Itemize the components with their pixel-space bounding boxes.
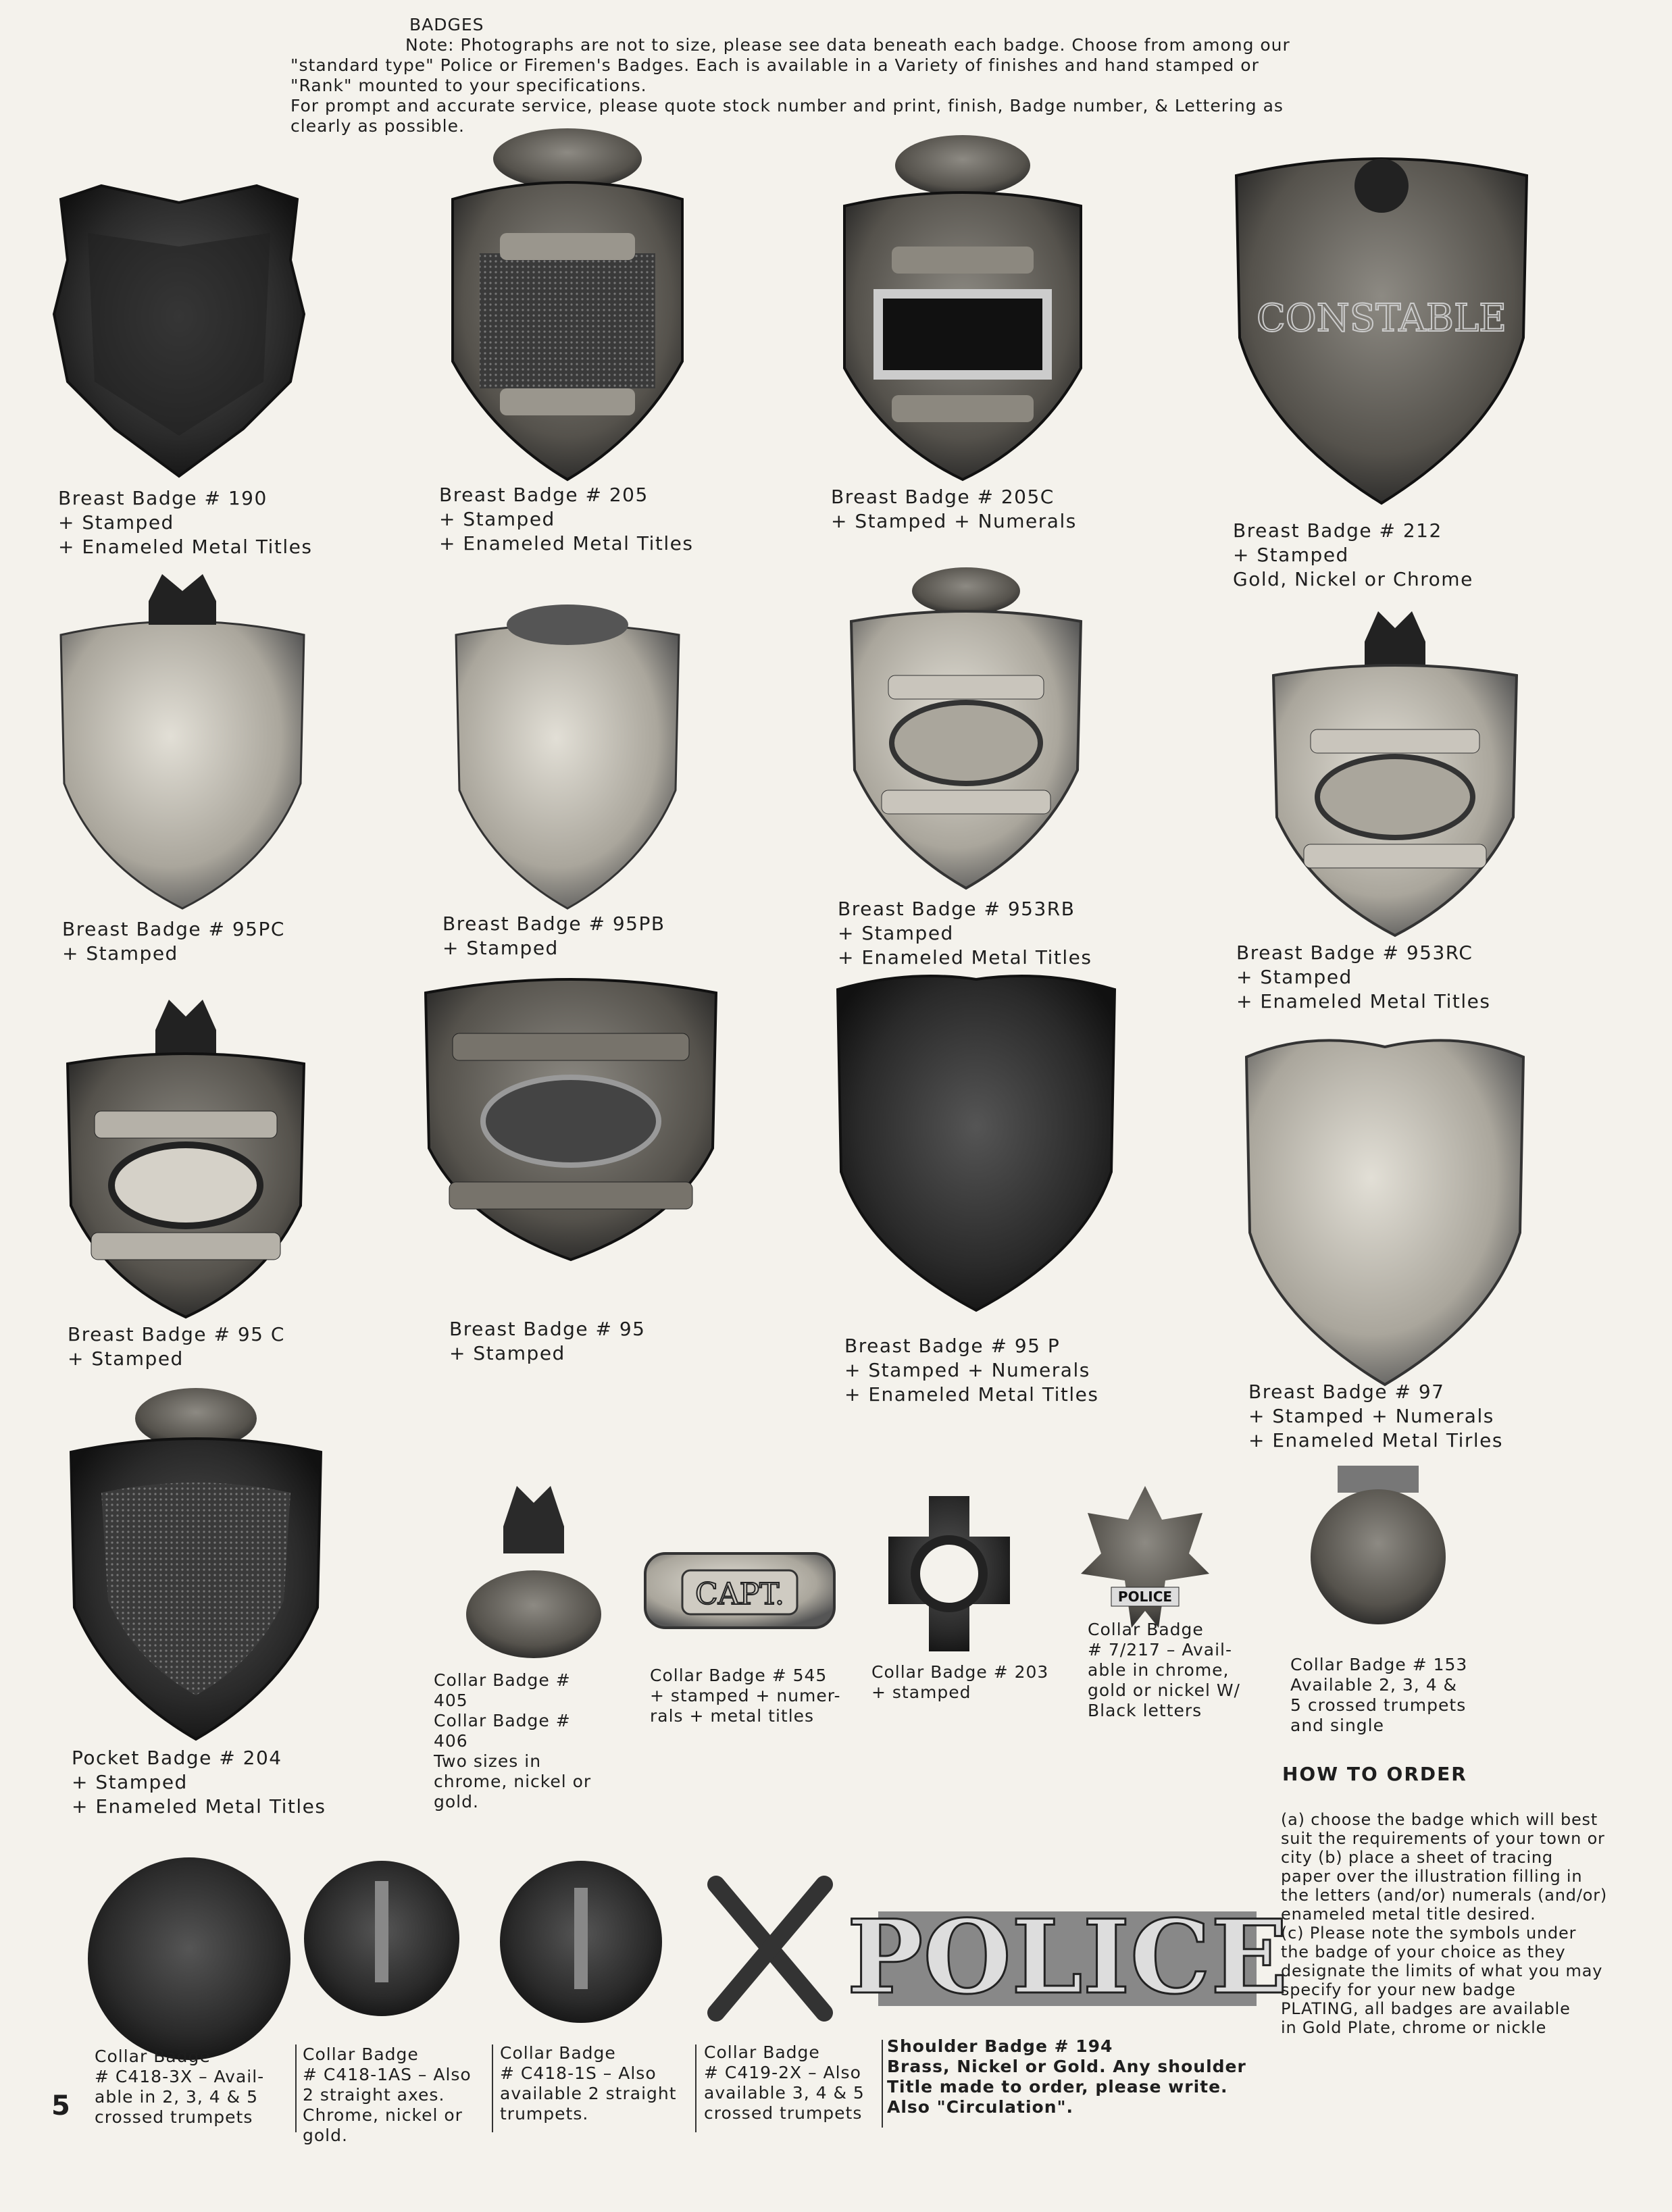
collar-badge-c418-1s-photo xyxy=(493,1854,669,2030)
badge-205c-photo xyxy=(831,125,1094,483)
capt-plate-text: CAPT. xyxy=(695,1577,784,1612)
collar-badge-c418-1as-photo xyxy=(297,1854,466,2023)
badge-95-photo xyxy=(419,966,723,1263)
header-note-line: For prompt and accurate service, please quote stock number and print, finish, Badge number, & Lettering as xyxy=(290,96,1284,115)
collar-badge-caption: Collar Badge # 405 Collar Badge # 406 Two sizes in chrome, nickel or gold. xyxy=(434,1670,592,1811)
badge-953rb-photo xyxy=(841,561,1091,892)
badge-caption: Breast Badge # 212 + Stamped Gold, Nickel or Chrome xyxy=(1233,519,1473,590)
collar-badge-caption: Collar Badge # 545 + stamped + numer- rals + metal titles xyxy=(650,1666,841,1726)
badge-190-photo xyxy=(47,179,311,480)
collar-badge-caption: Collar Badge # C418-1S – Also available 2 straight trumpets. xyxy=(500,2043,677,2124)
badge-97-photo xyxy=(1236,1023,1534,1388)
collar-badge-c418-3x-photo xyxy=(81,1851,297,2067)
collar-badge-caption: Collar Badge # C418-1AS – Also 2 straight axes. Chrome, nickel or gold. xyxy=(303,2044,472,2145)
header-note-line: "Rank" mounted to your specifications. xyxy=(290,76,647,95)
badge-caption: Breast Badge # 97 + Stamped + Numerals + Enameled Metal Tirles xyxy=(1248,1381,1503,1451)
badge-caption: Breast Badge # 95 P + Stamped + Numerals + Enameled Metal Titles xyxy=(844,1335,1099,1406)
caption-divider xyxy=(492,2044,493,2132)
collar-badge-7-217-photo xyxy=(1078,1479,1213,1635)
shoulder-badge-194-photo xyxy=(846,1871,1288,2020)
badge-caption: Breast Badge # 953RC + Stamped + Enameled Metal Titles xyxy=(1236,942,1491,1012)
collar-badge-c419-2x-photo xyxy=(696,1871,844,2026)
shoulder-plate-text: POLICE xyxy=(846,1898,1288,2017)
badge-95c-photo xyxy=(61,989,311,1320)
badge-953rc-photo xyxy=(1263,601,1527,939)
collar-badge-545-photo xyxy=(642,1533,838,1641)
header-note-line: "standard type" Police or Firemen's Badges. Each is available in a Variety of finishes and hand stamped or xyxy=(290,55,1259,75)
collar-badge-caption: Collar Badge # C418-3X – Avail- able in 2, 3, 4 & 5 crossed trumpets xyxy=(95,2047,265,2127)
collar-badge-153-photo xyxy=(1304,1459,1452,1628)
collar-badge-203-photo xyxy=(875,1483,1023,1658)
badge-caption: Breast Badge # 95PB + Stamped xyxy=(442,912,665,959)
badge-95pb-photo xyxy=(449,588,686,912)
collar-badge-caption: Collar Badge # 203 + stamped xyxy=(871,1662,1049,1702)
collar-badge-caption: Collar Badge # 153 Available 2, 3, 4 & 5 crossed trumpets and single xyxy=(1290,1655,1468,1735)
badge-caption: Breast Badge # 205 + Stamped + Enameled Metal Titles xyxy=(439,484,694,555)
badge-95p-photo xyxy=(828,969,1125,1314)
badge-caption: Breast Badge # 190 + Stamped + Enameled Metal Titles xyxy=(58,487,313,558)
collar-badge-405-photo xyxy=(456,1472,611,1668)
police-plate-text: POLICE xyxy=(1117,1589,1173,1605)
badge-212-photo xyxy=(1226,149,1537,507)
caption-divider xyxy=(295,2044,297,2132)
badge-204-photo xyxy=(61,1378,331,1743)
caption-divider xyxy=(882,2040,883,2128)
page-number: 5 xyxy=(51,2090,70,2121)
collar-badge-caption: Collar Badge # 7/217 – Avail- able in chrome, gold or nickel W/ Black letters xyxy=(1088,1620,1240,1720)
how-to-order-title: HOW TO ORDER xyxy=(1282,1763,1467,1785)
badge-205-photo xyxy=(439,118,696,483)
header-note-line: Note: Photographs are not to size, please see data beneath each badge. Choose from among our xyxy=(405,35,1290,55)
badge-caption: Breast Badge # 95 C + Stamped xyxy=(68,1323,285,1370)
badge-95pc-photo xyxy=(54,561,311,912)
badge-caption: Breast Badge # 95PC + Stamped xyxy=(62,918,285,964)
constable-plate-text: CONSTABLE xyxy=(1256,297,1507,340)
badge-caption: Breast Badge # 95 + Stamped xyxy=(449,1318,646,1364)
header-title: BADGES xyxy=(409,15,484,34)
collar-badge-caption: Collar Badge # C419-2X – Also available 3, 4 & 5 crossed trumpets xyxy=(704,2042,865,2123)
how-to-order-text: (a) choose the badge which will best suit the requirements of your town or city (b) place a sheet of tracing paper over the illustration filling in the letters (and/or) numerals (and/or) enameled metal title desired. (c) Please note the symbols under the badge of your choice as they designate the limits of what you may specify for your new badge PLATING, all badges are available in Gold Plate, chrome or nickle xyxy=(1281,1810,1608,2037)
badge-caption: Breast Badge # 953RB + Stamped + Enameled Metal Titles xyxy=(838,898,1092,969)
header-note-line: clearly as possible. xyxy=(290,116,465,136)
shoulder-badge-caption: Shoulder Badge # 194 Brass, Nickel or Gold. Any shoulder Title made to order, please write. Also "Circulation". xyxy=(887,2036,1246,2117)
badge-caption: Pocket Badge # 204 + Stamped + Enameled Metal Titles xyxy=(72,1747,326,1818)
badge-caption: Breast Badge # 205C + Stamped + Numerals xyxy=(831,486,1077,532)
